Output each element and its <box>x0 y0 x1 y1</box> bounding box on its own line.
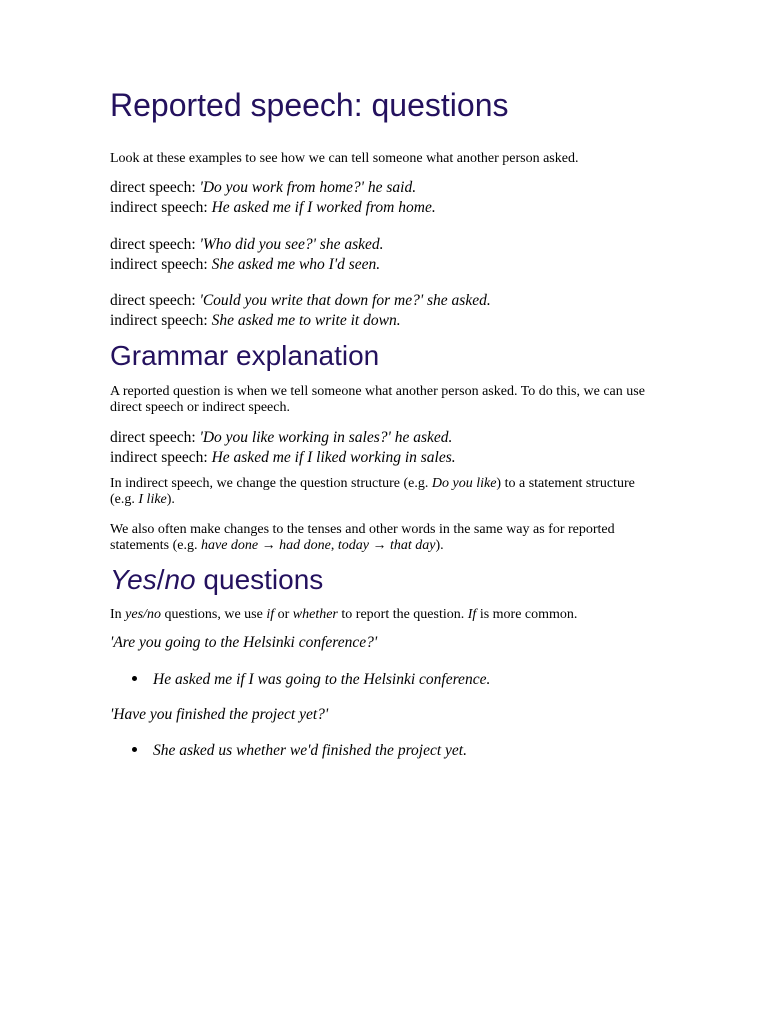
heading-run: no <box>164 564 196 595</box>
heading-run: Yes <box>110 564 157 595</box>
text-run: ). <box>435 538 444 553</box>
heading-run: / <box>156 564 165 595</box>
direct-speech-line <box>110 291 491 311</box>
page-title: Reported speech: questions <box>110 87 509 123</box>
italic-run: whether <box>292 607 338 622</box>
grammar-paragraph-3 <box>110 522 662 554</box>
direct-speech-line <box>110 178 436 198</box>
indirect-quote: He asked me if I liked working in sales. <box>211 448 456 466</box>
example-1 <box>110 178 436 217</box>
indirect-label: indirect speech: <box>110 255 212 273</box>
grammar-paragraph-1: A reported question is when we tell someone what another person asked. To do this, we can use direct speech or indirect speech. <box>110 384 645 415</box>
italic-run: if <box>266 607 275 622</box>
italic-run: Do you like <box>431 476 497 491</box>
text-run: We also often make changes to the tenses and other words in the same way as for reported statements (e.g. <box>110 522 615 553</box>
italic-run: today → that day <box>337 538 436 553</box>
text-run: to report the question. <box>337 607 468 622</box>
direct-label: direct speech: <box>110 429 200 446</box>
bullet-icon <box>132 747 137 752</box>
direct-label: direct speech: <box>110 179 200 196</box>
grammar-heading: Grammar explanation <box>110 340 380 371</box>
indirect-label: indirect speech: <box>110 198 212 216</box>
text-run: is more common. <box>476 607 578 622</box>
answer-1: He asked me if I was going to the Helsinki conference. <box>153 671 491 688</box>
italic-run: yes/no <box>125 607 161 622</box>
direct-quote: 'Do you work from home?' he said. <box>199 179 417 196</box>
italic-run: I like <box>138 492 167 507</box>
indirect-label: indirect speech: <box>110 448 212 466</box>
direct-speech-line <box>110 428 456 448</box>
indirect-quote: He asked me if I worked from home. <box>211 198 436 216</box>
indirect-quote: She asked me who I'd seen. <box>211 255 381 273</box>
yesno-heading <box>110 564 323 596</box>
grammar-paragraph-2 <box>110 476 662 508</box>
indirect-speech-line <box>110 448 456 468</box>
text-run: ). <box>166 492 175 507</box>
indirect-speech-line <box>110 311 491 331</box>
text-run: In indirect speech, we change the question structure (e.g. <box>110 476 432 491</box>
bullet-icon <box>132 676 137 681</box>
direct-quote: 'Could you write that down for me?' she asked. <box>199 292 491 309</box>
text-run: or <box>274 607 293 622</box>
grammar-example <box>110 428 456 467</box>
text-run: questions, we use <box>160 607 267 622</box>
text-run: In <box>110 607 126 622</box>
italic-run: have done → had done <box>200 538 331 553</box>
indirect-speech-line <box>110 255 384 275</box>
question-2: 'Have you finished the project yet?' <box>110 706 329 723</box>
answer-2: She asked us whether we'd finished the project yet. <box>153 742 467 759</box>
intro-paragraph: Look at these examples to see how we can tell someone what another person asked. <box>110 151 579 166</box>
indirect-quote: She asked me to write it down. <box>211 311 401 329</box>
direct-quote: 'Who did you see?' she asked. <box>199 236 384 253</box>
yesno-paragraph <box>110 607 662 623</box>
italic-run: If <box>467 607 477 622</box>
direct-label: direct speech: <box>110 292 200 309</box>
indirect-label: indirect speech: <box>110 311 212 329</box>
direct-quote: 'Do you like working in sales?' he asked. <box>199 429 453 446</box>
question-1: 'Are you going to the Helsinki conference?' <box>110 634 378 651</box>
text-run: , <box>330 538 338 553</box>
example-2 <box>110 235 384 274</box>
answer-1-list-item <box>132 671 490 689</box>
direct-speech-line <box>110 235 384 255</box>
text-run: ) to a statement structure (e.g. <box>110 476 635 507</box>
example-3 <box>110 291 491 330</box>
direct-label: direct speech: <box>110 236 200 253</box>
answer-2-list-item <box>132 742 467 760</box>
indirect-speech-line <box>110 198 436 218</box>
heading-run: questions <box>195 564 324 595</box>
